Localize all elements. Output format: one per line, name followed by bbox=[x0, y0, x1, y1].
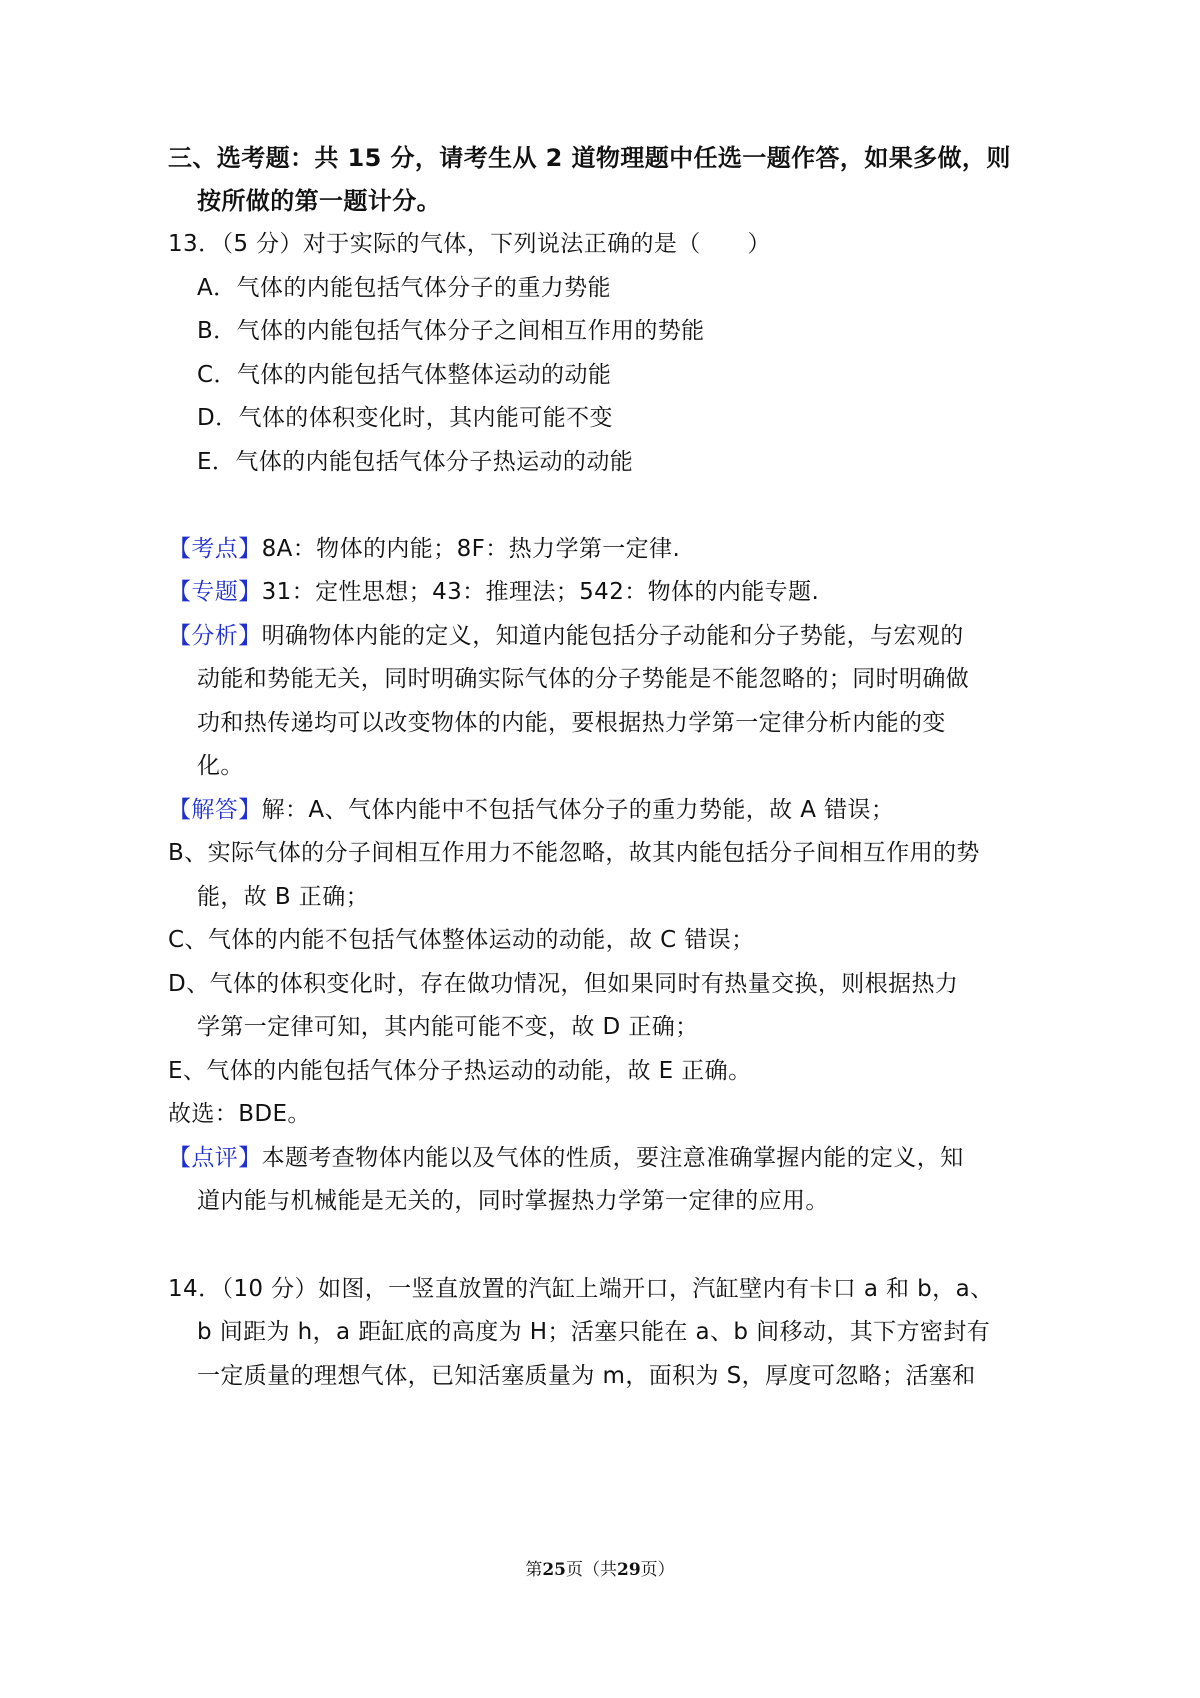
answer-line: 故选：BDE。 bbox=[168, 1101, 311, 1127]
question-14-line2: b 间距为 h，a 距缸底的高度为 H；活塞只能在 a、b 间移动，其下方密封有 bbox=[197, 1319, 991, 1345]
jieda-b-line2: 能，故 B 正确； bbox=[197, 884, 370, 910]
fenxi-line4: 化。 bbox=[197, 753, 244, 779]
kaodian-text: 8A：物体的内能；8F：热力学第一定律. bbox=[261, 536, 681, 562]
jieda-text-1: 解：A、气体内能中不包括气体分子的重力势能，故 A 错误； bbox=[261, 797, 895, 823]
jieda-tag: 【解答】 bbox=[168, 797, 262, 823]
zhuanti-line bbox=[168, 577, 819, 607]
footer-current-page: 25 bbox=[542, 1560, 566, 1580]
question-14-line3: 一定质量的理想气体，已知活塞质量为 m，面积为 S，厚度可忽略；活塞和 bbox=[197, 1363, 976, 1389]
question-13-stem: 13．（5 分）对于实际的气体，下列说法正确的是（ ） bbox=[168, 231, 771, 257]
section-heading-line1: 三、选考题：共 15 分，请考生从 2 道物理题中任选一题作答，如果多做，则 bbox=[168, 144, 1011, 172]
question-13-option-e: E．气体的内能包括气体分子热运动的动能 bbox=[197, 449, 634, 475]
section-heading-line2: 按所做的第一题计分。 bbox=[197, 187, 441, 215]
question-13-option-c: C．气体的内能包括气体整体运动的动能 bbox=[197, 362, 612, 388]
footer-suffix: 页） bbox=[640, 1560, 675, 1580]
jieda-b-line1: B、实际气体的分子间相互作用力不能忽略，故其内能包括分子间相互作用的势 bbox=[168, 840, 980, 866]
question-13-option-a: A．气体的内能包括气体分子的重力势能 bbox=[197, 275, 611, 301]
zhuanti-text: 31：定性思想；43：推理法；542：物体的内能专题. bbox=[261, 579, 820, 605]
jieda-c-line: C、气体的内能不包括气体整体运动的动能，故 C 错误； bbox=[168, 927, 755, 953]
jieda-e-line: E、气体的内能包括气体分子热运动的动能，故 E 正确。 bbox=[168, 1058, 752, 1084]
footer-total-pages: 29 bbox=[617, 1560, 641, 1580]
dianping-text-1: 本题考查物体内能以及气体的性质，要注意准确掌握内能的定义，知 bbox=[261, 1145, 964, 1171]
dianping-line1 bbox=[168, 1143, 964, 1173]
footer-prefix: 第 bbox=[525, 1560, 543, 1580]
fenxi-tag: 【分析】 bbox=[168, 623, 262, 649]
footer-mid: 页（共 bbox=[566, 1560, 617, 1580]
fenxi-line3: 功和热传递均可以改变物体的内能，要根据热力学第一定律分析内能的变 bbox=[197, 710, 946, 736]
dianping-line2: 道内能与机械能是无关的，同时掌握热力学第一定律的应用。 bbox=[197, 1188, 829, 1214]
jieda-line1 bbox=[168, 795, 894, 825]
page-footer bbox=[0, 1555, 1200, 1580]
question-13-option-d: D．气体的体积变化时，其内能可能不变 bbox=[197, 405, 613, 431]
fenxi-text-1: 明确物体内能的定义，知道内能包括分子动能和分子势能，与宏观的 bbox=[261, 623, 964, 649]
fenxi-line1 bbox=[168, 621, 964, 651]
kaodian-tag: 【考点】 bbox=[168, 536, 262, 562]
kaodian-line bbox=[168, 534, 680, 564]
jieda-d-line1: D、气体的体积变化时，存在做功情况，但如果同时有热量交换，则根据热力 bbox=[168, 971, 959, 997]
question-14-line1: 14．（10 分）如图，一竖直放置的汽缸上端开口，汽缸壁内有卡口 a 和 b，a、 bbox=[168, 1276, 994, 1302]
question-13-option-b: B．气体的内能包括气体分子之间相互作用的势能 bbox=[197, 318, 705, 344]
fenxi-line2: 动能和势能无关，同时明确实际气体的分子势能是不能忽略的；同时明确做 bbox=[197, 666, 970, 692]
jieda-d-line2: 学第一定律可知，其内能可能不变，故 D 正确； bbox=[197, 1014, 699, 1040]
dianping-tag: 【点评】 bbox=[168, 1145, 262, 1171]
zhuanti-tag: 【专题】 bbox=[168, 579, 262, 605]
